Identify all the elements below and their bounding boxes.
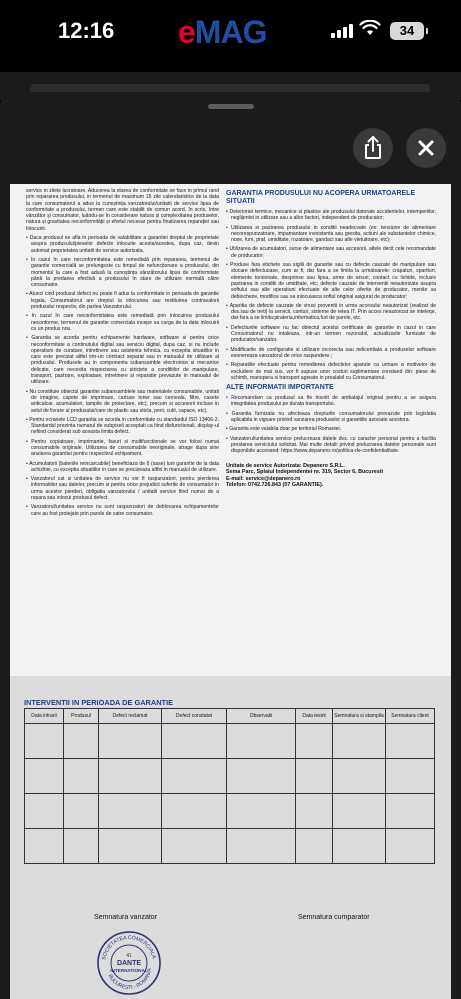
terms-bullet: • Pentru ecranele LCD garantia se acorda in conformitate cu standardul ISO 13406-2. Standardul prezinta numarul de subpixeli acceptati ca fiind disfunctionali, display-ul nefiind considerat sub aceasta limita defect. bbox=[26, 417, 219, 436]
info-item: • Recomandam ca produsul sa fie insotit de ambalajul original pentru a se asigura integritatea produsului pe durata transportului. bbox=[226, 395, 436, 408]
status-bar bbox=[0, 0, 461, 72]
exclusion-item: • Produse fara etichete sau sigilii de garantie sau cu defecte cauzate de manipulare sau stocare defectuoase, cum ar fi, dar fara a se limita la urmatoarele: crapaturi, spartturi, elemente torsionate, desprinse sau lipsa, urme de arsuri, contact cu lichide, inclusiv pastrarea in conditii de umiditate, etc; defecte cauzate de interventii neautorizate asupra softului sau alte operatiuni efectuate de alte celor oferite de producator, menite sa deblocheze, modifice sau sa inlocuiasca softul original asigurat de producator; bbox=[226, 262, 436, 300]
exclusion-item: • Utilizarea si pastrarea produsului in conditii neadecvate (ex: tensiune de alimentare necorespunzatoare, impamantare inexistenta sau gresita, actiuni ale substantelor chimice, noxe, fum, praf, umiditate, rozatoare, gandaci sau alte vietuitoare, etc); bbox=[226, 225, 436, 244]
stamp-bottom-text: BUCURESTI - ROMANIA bbox=[106, 967, 154, 992]
table-row bbox=[25, 794, 435, 829]
battery-icon: 34 bbox=[390, 22, 424, 40]
terms-bullet: • Atunci cind produsul defect nu poate fi adus la conformitate in perioada de garantie legala, Consumatorul are dreptul la inlocuirea sau restituirea contravalorii produsului respectiv, din partea Vanzatorului. bbox=[26, 291, 219, 310]
wifi-icon bbox=[359, 20, 381, 36]
info-item: • Vanzatorul/unitatea service prelucreaza datele dvs. cu caracter personal pentru a facilita prestarea serviciului solicitat. Mai multe detalii privind prelucrarea datelor personale sunt disponibile accesand: https://www.depanero.ro/politica-de-confidentialitate. bbox=[226, 436, 436, 455]
column-header: Semnatura si stampila bbox=[333, 709, 386, 724]
terms-bullet: • Vanzatorul/unitatea service nu sunt raspunzatori de deblocarea echipamentelor care au fost protejate prin parole de catre consumator. bbox=[26, 504, 219, 517]
company-phone: Telefon: 0742.726.843 (07 GARANTIE). bbox=[226, 482, 324, 489]
emag-logo: eMAG bbox=[178, 14, 267, 50]
company-email: E-mail: service@depanero.ro bbox=[226, 475, 301, 482]
interventions-title: INTERVENTII IN PERIOADA DE GARANTIE bbox=[24, 698, 174, 707]
service-company-info bbox=[226, 463, 436, 489]
company-name: Unitate de service Autorizata: Depanero S.R.L. bbox=[226, 462, 345, 469]
stamp-top-text: SOCIETATEA COMERCIALA bbox=[101, 934, 157, 961]
exclusion-item: • Utilizarea de acumulatori, surse de alimentare sau accesorii, altele decit cele recomandate de producator; bbox=[226, 246, 436, 259]
close-button[interactable] bbox=[406, 128, 446, 168]
sheet-grabber[interactable] bbox=[208, 104, 254, 109]
interventions-table bbox=[24, 708, 435, 864]
exclusion-item: • Deteriorari termice, mecanice si plastice ale produsului datorate accidentelor, intemperiilor, neglijentei in utilizare sau a altor factori, independent de producator; bbox=[226, 209, 436, 222]
terms-bullet: • Daca produsul se afla in perioada de valabilitate a garantiei dreptul de proprietate asupra produsului/pieselor defecte inlocuite acesta/acestea, dupa caz, devin automat proprietatea unitatii de service autorizata. bbox=[26, 235, 219, 254]
terms-bullet: • Vanzatorul cat si unitatea de service nu vor fi raspunzatori, pentru pierderea informatiilor sau datelor, precum si pentru orice prejudicii suferite de consumator in urma acestor pierderi, obligatia vanzatorului / unitatii service fiind numai de a repara sau inlocui produsul defect. bbox=[26, 476, 219, 501]
table-row bbox=[25, 759, 435, 794]
terms-paragraph: service in zilele lucratoare. Aducerea la starea de conformitate se face in primul rand prin repararea produsului, in termenul de maximum 15 zile calendaristice de la data la care consumatorul a adus la cunoștința vanzatorului/unitatii de service lipsa de conformitate a produsului, termen care este stabilit de comun acord, în scris, între vânzător și consumator, luându-se în considerare natura și complexitatea produselor, natura și gravitatea neconformității și efortul necesar pentru finalizarea reparației sau înlocuirii. bbox=[26, 188, 219, 232]
column-header: Semnatura client bbox=[386, 709, 435, 724]
cellular-signal-icon bbox=[331, 24, 353, 38]
share-button[interactable] bbox=[353, 128, 393, 168]
terms-bullet: • Garantia se acorda pentru echipamente hardware, software si pentru orice neconformitate a continutului digital sau serviciu digital, dupa caz, si nu include operatiuni de curatare, intretinere sau asistenta tehnica, cu exceptia situatiilor in care este precizat altfel intr-un contract separat sau in manualul de utilizare al produsului. Produsele au in componenta subansamble electronice si mecanice delicate, care necesita respectarea cu stricțete a conditiilor de manipulare, transport, pastrare, exploatare, intretinere si reparatie prevazute in manualul de utilizare. bbox=[26, 335, 219, 385]
column-header: Defect reclamat bbox=[99, 709, 162, 724]
buyer-signature-label: Semnatura cumparator bbox=[298, 914, 370, 921]
exclusion-item: • Reparatiile efectuate pentru remedierea defectelor aparute ca urmare a motivelor de excludere de mai sus, vor fi supuse unor costuri suplimentare constand din: piese de schimb, manopera si transport agreate in prealabil cu Consumatorul. bbox=[226, 362, 436, 381]
document-preview-sheet bbox=[0, 92, 461, 999]
table-row bbox=[25, 724, 435, 759]
share-icon bbox=[353, 128, 393, 168]
interventions-page bbox=[10, 676, 451, 999]
table-header-row bbox=[25, 709, 435, 724]
column-header: Defect constatat bbox=[162, 709, 227, 724]
terms-left-column bbox=[26, 188, 219, 520]
stamp-name: DANTE bbox=[116, 960, 142, 967]
stamp-sub: INTERNATIONAL bbox=[110, 968, 148, 973]
stamp-number: 41 bbox=[126, 953, 132, 959]
exclusion-item: • Modificarile de configuratie si utilizare incorecta sau nelicentiata a produselor software exonereaza vanzatorul de orice raspundere.; bbox=[226, 347, 436, 360]
terms-right-column bbox=[226, 188, 436, 489]
company-address: Sema Parc, Splaiul Independentei nr. 319, Sector 6, Bucuresti bbox=[226, 469, 383, 476]
exclusions-heading: GARANTIA PRODUSULUI NU ACOPERA URMATOARELE SITUATII bbox=[226, 190, 416, 205]
terms-bullet: • In cazul în care neconformitatea este remediată prin inlocuirea produsului neconforme, termenul de garantie comerciala incepe sa curga de la data inlocuirii cu un produs nou. bbox=[26, 313, 219, 332]
close-icon bbox=[406, 128, 446, 168]
terms-bullet: • Acumulatorii (bateriile reincarcabile) beneficiaza de 6 (sase) luni garantie de la data achizitiei, cu exceptia situatiilor in care se precizeaza altfel in manualul de utilizare. bbox=[26, 461, 219, 474]
company-stamp bbox=[96, 930, 162, 996]
column-header: Data intrarii bbox=[25, 709, 64, 724]
other-info-heading: ALTE INFORMATII IMPORTANTE bbox=[226, 384, 334, 392]
warranty-terms-page bbox=[10, 184, 451, 758]
info-item: • Garantia furnizata nu afecteaza drepturile consumatorului prevazute prin legislatia aplicabila in vigoare privind vanzarea produselor si garantiile asociate acestora. bbox=[226, 411, 436, 424]
terms-bullet: • In cazul în care neconformitatea este remediată prin repararea, termenul de garantie comercială se prelungeste cu timpul de nefuncționare a produsului, din momentul la care a fost adusă la cunoștința vânzătorului lipsa de conformitate până la predarea efectivă a produsului în stare de utilizare normală către consumator. bbox=[26, 257, 219, 288]
exclusion-item: • Aparitia de defecte cauzate de virusi proveniti in urma accesului neautorizat (realizat de dvs.sau de terti) la servicii, conturi, sisteme de retea IT. Prin acces neautorizat se inteleqe, dar fara a se limita:pirateria,informatica,furt de parole, etc. bbox=[226, 303, 436, 322]
column-header: Data iesirii bbox=[296, 709, 333, 724]
column-header: Observatii bbox=[227, 709, 296, 724]
clock: 12:16 bbox=[58, 18, 115, 43]
exclusion-item: • Defectiunile software nu fac obiectul acestui certificate de garantie in cazul in care Consumatorul nu intaleaza, intr-un termen rezonabil, actualizarile furnizate de producator/vanzator. bbox=[226, 325, 436, 344]
seller-signature-label: Semnatura vanzator bbox=[94, 914, 158, 921]
terms-bullet: • Nu constituie obiectul garantiei subansamblele sau materialele consumabile, unitati de imagine, capete de imprimare, cartuse toner sau cerneala, filtre, casete anticalcar, acumulatori, lampile de proiectare, etc), precum si accesorii incluse in setul de livrare al produsului/care de plastic sau sticla, perii, cutii, capace, etc). bbox=[26, 389, 219, 414]
info-item: • Garantia este valabila doar pe teritoriul Romaniei. bbox=[226, 426, 436, 432]
table-row bbox=[25, 829, 435, 864]
column-header: Produsul bbox=[64, 709, 99, 724]
terms-bullet: • Pentru copiatoare, imprimante, faxuri si multifunctionale se vor folosi numai consumabile originale. Utilizarea de consumabile neoriginale, atrage dupa sine anularea garantiei pentru respectivul echipament. bbox=[26, 439, 219, 458]
